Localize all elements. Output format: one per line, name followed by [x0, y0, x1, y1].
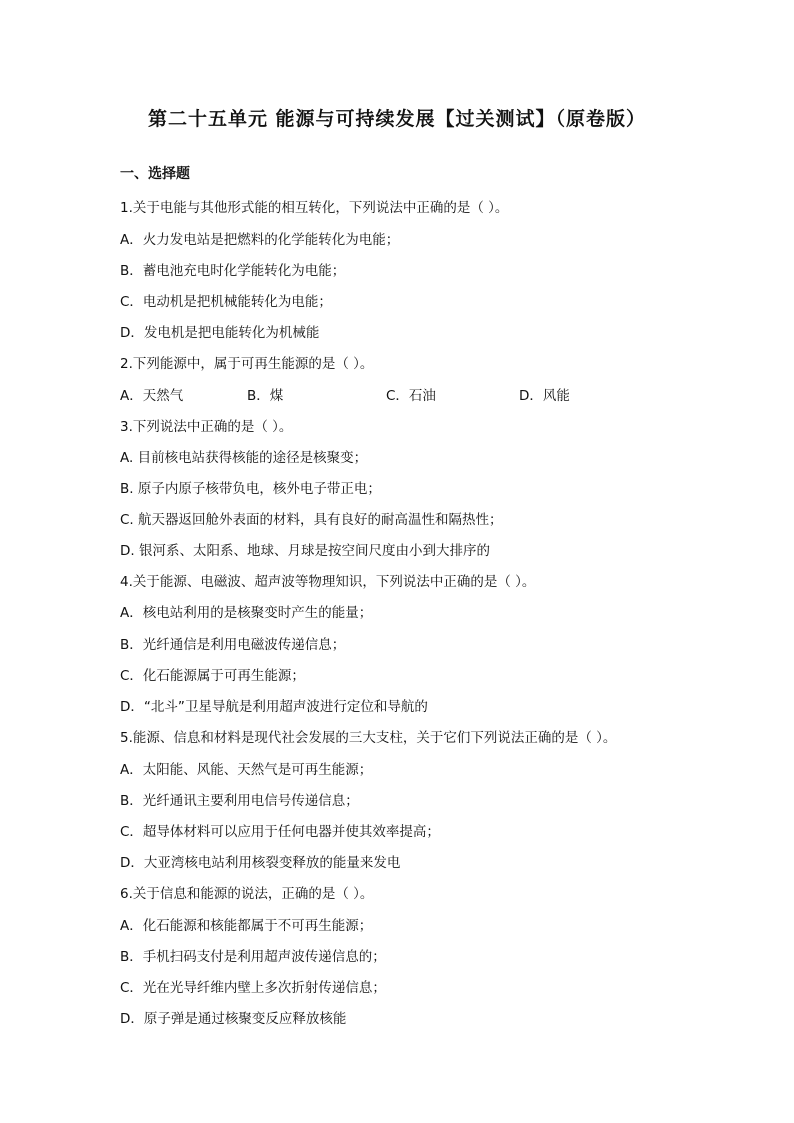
question-6-stem: 6.关于信息和能源的说法，正确的是（ ）。: [120, 886, 374, 902]
question-1-option-c: C．电动机是把机械能转化为电能；: [120, 294, 332, 310]
question-6-option-d: D．原子弹是通过核聚变反应释放核能: [120, 1011, 347, 1027]
question-3-option-a: A. 目前核电站获得核能的途径是核聚变；: [120, 450, 368, 466]
question-5-option-c: C．超导体材料可以应用于任何电器并使其效率提高；: [120, 824, 440, 840]
question-2-stem: 2.下列能源中，属于可再生能源的是（ ）。: [120, 356, 374, 372]
question-5-option-b: B．光纤通讯主要利用电信号传递信息；: [120, 793, 359, 809]
question-4-option-b: B．光纤通信是利用电磁波传递信息；: [120, 637, 346, 653]
question-5-option-d: D．大亚湾核电站利用核裂变释放的能量来发电: [120, 855, 401, 871]
question-1-option-d: D．发电机是把电能转化为机械能: [120, 325, 320, 341]
question-1-option-b: B．蓄电池充电时化学能转化为电能；: [120, 263, 346, 279]
question-4-option-a: A．核电站利用的是核聚变时产生的能量；: [120, 605, 373, 621]
question-2-option-c: C．石油: [386, 388, 436, 404]
question-2-option-b: B．煤: [247, 388, 284, 404]
question-2-option-a: A．天然气: [120, 388, 184, 404]
question-5-option-a: A．太阳能、风能、天然气是可再生能源；: [120, 762, 373, 778]
question-4-stem: 4.关于能源、电磁波、超声波等物理知识，下列说法中正确的是（ ）。: [120, 574, 536, 590]
question-4-option-c: C．化石能源属于可再生能源；: [120, 668, 305, 684]
question-1-stem: 1.关于电能与其他形式能的相互转化，下列说法中正确的是（ ）。: [120, 200, 509, 216]
question-3-option-c: C. 航天器返回舱外表面的材料，具有良好的耐高温性和隔热性；: [120, 512, 503, 528]
question-2-option-d: D．风能: [519, 388, 570, 404]
question-3-option-d: D. 银河系、太阳系、地球、月球是按空间尺度由小到大排序的: [120, 543, 490, 559]
question-6-option-b: B．手机扫码支付是利用超声波传递信息的；: [120, 949, 386, 965]
page-title: 第二十五单元 能源与可持续发展【过关测试】（原卷版）: [147, 108, 647, 130]
question-4-option-d: D．“北斗”卫星导航是利用超声波进行定位和导航的: [120, 699, 428, 715]
question-5-stem: 5.能源、信息和材料是现代社会发展的三大支柱，关于它们下列说法正确的是（ ）。: [120, 730, 617, 746]
question-3-stem: 3.下列说法中正确的是（ ）。: [120, 419, 293, 435]
question-6-option-c: C．光在光导纤维内壁上多次折射传递信息；: [120, 980, 386, 996]
section-heading: 一、选择题: [120, 166, 190, 182]
question-3-option-b: B. 原子内原子核带负电，核外电子带正电；: [120, 481, 381, 497]
question-6-option-a: A．化石能源和核能都属于不可再生能源；: [120, 918, 373, 934]
question-1-option-a: A．火力发电站是把燃料的化学能转化为电能；: [120, 232, 400, 248]
